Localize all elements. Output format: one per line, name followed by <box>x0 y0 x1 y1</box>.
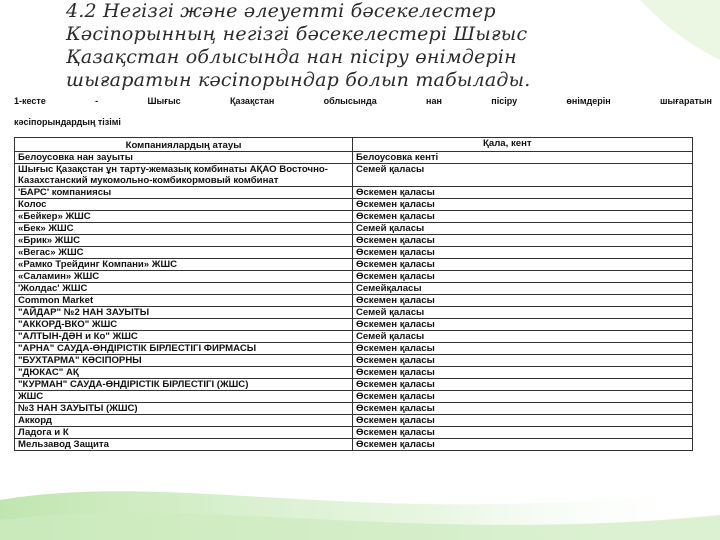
heading-line-2: Кәсіпорынның негізгі бәсекелестері Шығыс <box>66 23 528 45</box>
company-name-cell: Колос <box>15 199 353 211</box>
table-row <box>15 439 693 451</box>
table-row <box>15 307 693 319</box>
city-cell: Өскемен қаласы <box>353 355 693 367</box>
table-row <box>15 355 693 367</box>
table-row <box>15 331 693 343</box>
city-cell: Өскемен қаласы <box>353 295 693 307</box>
table-row <box>15 415 693 427</box>
table-row <box>15 427 693 439</box>
company-name-cell: Common Market <box>15 295 353 307</box>
column-header-company: Компаниялардың атауы <box>15 138 353 152</box>
company-name-cell: ЖШС <box>15 391 353 403</box>
table-row <box>15 164 693 187</box>
caption-word: 1-кесте <box>14 96 46 106</box>
city-cell: Өскемен қаласы <box>353 439 693 451</box>
heading-line-3: Қазақстан облысында нан пісіру өнімдерін <box>66 46 517 68</box>
city-cell: Өскемен қаласы <box>353 271 693 283</box>
city-cell: Өскемен қаласы <box>353 187 693 199</box>
table-row <box>15 187 693 199</box>
caption-word: - <box>95 96 99 106</box>
city-cell: Өскемен қаласы <box>353 211 693 223</box>
city-cell: Өскемен қаласы <box>353 259 693 271</box>
caption-line-1 <box>14 96 712 106</box>
caption-word: облысында <box>323 96 377 106</box>
heading-line-4: шығаратын кәсіпорындар болып табылады. <box>66 69 531 91</box>
company-name-cell: "АРНА" САУДА-ӨНДІРІСТІК БІРЛЕСТІГІ ФИРМАСЫ <box>15 343 353 355</box>
table-caption <box>14 96 712 127</box>
companies-table <box>14 137 693 451</box>
city-cell: Өскемен қаласы <box>353 415 693 427</box>
table-row <box>15 235 693 247</box>
city-cell: Өскемен қаласы <box>353 367 693 379</box>
company-name-cell: «Саламин» ЖШС <box>15 271 353 283</box>
city-cell: Белоусовка кенті <box>353 152 693 164</box>
city-cell: Өскемен қаласы <box>353 199 693 211</box>
company-name-cell: «Брик» ЖШС <box>15 235 353 247</box>
table-row <box>15 247 693 259</box>
company-name-cell: «Бек» ЖШС <box>15 223 353 235</box>
slide-heading <box>66 0 706 92</box>
company-name-cell: "АЙДАР" №2 НАН ЗАУЫТЫ <box>15 307 353 319</box>
caption-line-2: кәсіпорындардың тізімі <box>14 117 121 127</box>
table-row <box>15 319 693 331</box>
green-swoosh-background <box>0 460 720 540</box>
company-name-cell: Ладога и К <box>15 427 353 439</box>
table-row <box>15 391 693 403</box>
city-cell: Өскемен қаласы <box>353 379 693 391</box>
table-row <box>15 367 693 379</box>
company-name-cell: «Вегас» ЖШС <box>15 247 353 259</box>
table-row <box>15 343 693 355</box>
caption-word: шығаратын <box>660 96 712 106</box>
table-row <box>15 403 693 415</box>
company-name-cell: Белоусовка нан зауыты <box>15 152 353 164</box>
city-cell: Өскемен қаласы <box>353 235 693 247</box>
table-row <box>15 283 693 295</box>
table-row <box>15 271 693 283</box>
caption-word: пісіру <box>491 96 518 106</box>
city-cell: Өскемен қаласы <box>353 343 693 355</box>
company-name-cell: №3 НАН ЗАУЫТЫ (ЖШС) <box>15 403 353 415</box>
table-row <box>15 152 693 164</box>
table-row <box>15 259 693 271</box>
company-name-cell: 'Жолдас' ЖШС <box>15 283 353 295</box>
table-row <box>15 211 693 223</box>
company-name-cell: «Бейкер» ЖШС <box>15 211 353 223</box>
city-cell: Өскемен қаласы <box>353 247 693 259</box>
table-row <box>15 199 693 211</box>
caption-word: нан <box>426 96 442 106</box>
city-cell: Өскемен қаласы <box>353 427 693 439</box>
company-name-cell: "ДЮКАС" АҚ <box>15 367 353 379</box>
company-name-cell: "БУХТАРМА" КӘСІПОРНЫ <box>15 355 353 367</box>
table-row <box>15 379 693 391</box>
company-name-cell: 'БАРС' компаниясы <box>15 187 353 199</box>
city-cell: Семей қаласы <box>353 331 693 343</box>
city-cell: Өскемен қаласы <box>353 403 693 415</box>
company-name-cell: Мельзавод Защита <box>15 439 353 451</box>
city-cell: Семей қаласы <box>353 164 693 187</box>
table-row <box>15 295 693 307</box>
column-header-city: Қала, кент <box>353 138 693 152</box>
company-name-cell: "АЛТЫН-ДӘН и Ко" ЖШС <box>15 331 353 343</box>
caption-word: Қазақстан <box>229 96 275 106</box>
company-name-cell: Шығыс Қазақстан ұн тарту-жемазық комбинаты АҚАО Восточно-Казахстанский мукомольно-комбикормовый комбинат <box>15 164 353 187</box>
city-cell: Өскемен қаласы <box>353 391 693 403</box>
city-cell: Өскемен қаласы <box>353 319 693 331</box>
table-header-row <box>15 138 693 152</box>
caption-word: өнімдерін <box>566 96 611 106</box>
caption-word: Шығыс <box>147 96 181 106</box>
company-name-cell: "КУРМАН" САУДА-ӨНДІРІСТІК БІРЛЕСТІГІ (ЖШС) <box>15 379 353 391</box>
company-name-cell: Аккорд <box>15 415 353 427</box>
company-name-cell: «Рамко Трейдинг Компани» ЖШС <box>15 259 353 271</box>
heading-line-1: 4.2 Негізгі және әлеуетті бәсекелестер <box>66 0 496 22</box>
table-row <box>15 223 693 235</box>
city-cell: Семей қаласы <box>353 307 693 319</box>
city-cell: Семей қаласы <box>353 223 693 235</box>
city-cell: Семейқаласы <box>353 283 693 295</box>
company-name-cell: "АККОРД-ВКО" ЖШС <box>15 319 353 331</box>
